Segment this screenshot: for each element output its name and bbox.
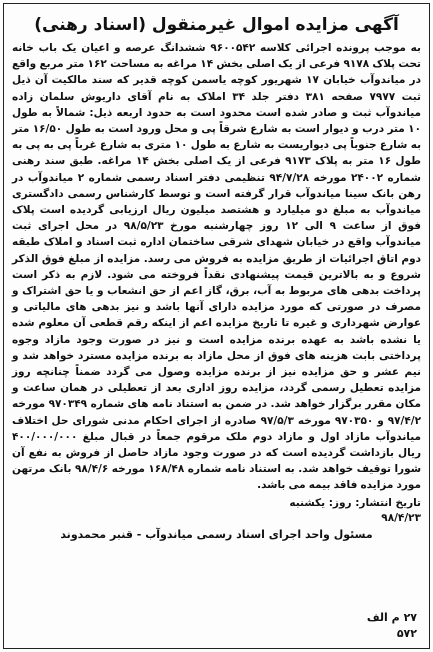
notice-codes	[367, 610, 417, 642]
office-signature: مسئول واحد اجرای اسناد رسمی میاندوآب - قنبر محمدوند	[60, 527, 373, 541]
publish-date: ۹۸/۴/۲۳	[381, 511, 421, 524]
publish-label: تاریخ انتشار: روز: یکشنبه	[289, 496, 421, 509]
notice-body: به موجب پرونده اجرائی کلاسه ۹۶۰۰۵۴۲ ششدانگ عرصه و اعیان یک باب خانه تحت پلاک ۹۱۷۸ فرعی از یک اصلی بخش ۱۴ مراغه به مساحت ۱۶۲ متر مربع واقع در میاندوآب خیابان ۱۷ شهریور کوچه یاسمن کوچه قدیر که سند مالکیت آن ذیل ثبت ۷۹۷۷ صفحه ۳۸۱ دفتر جلد ۳۴ املاک به نام آقای داریوش سلمان زاده میاندوآب ثبت و صادر شده است محدود است به حدود اربعه ذیل: شمالاً به طول ۱۰ متر درب و دیوار است به شارع شرقاً پی و محل ورود است به طول ۱۶/۵۰ متر به شارع جنوباً پی دیواریست به شارع به طول ۱۰ متری به شارع غرباً پی به پی به طول ۱۶ متر به پلاک ۹۱۷۳ فرعی از یک اصلی بخش ۱۴ مراغه. طبق سند رهنی شماره ۲۴۰۰۲ مورخه ۹۴/۷/۲۸ تنظیمی دفتر اسناد رسمی شماره ۲ میاندوآب در رهن بانک سینا میاندوآب قرار گرفته است و توسط کارشناس رسمی دادگستری میاندوآب به مبلغ دو میلیارد و هشتصد میلیون ریال ارزیابی گردیده است پلاک فوق از ساعت ۹ الی ۱۲ روز چهارشنبه مورخ ۹۸/۵/۲۳ در محل اجرای ثبت میاندوآب واقع در خیابان شهدای شرقی ساختمان اداره ثبت اسناد و املاک طبقه دوم اتاق اجرائیات از طریق مزایده به فروش می رسد. مزایده از مبلغ فوق الذکر شروع و به بالاترین قیمت پیشنهادی نقداً فروخته می شود. لازم به ذکر است پرداخت بدهی های مربوط به آب، برق، گاز اعم از حق انشعاب و یا حق اشتراک و مصرف در صورتی که مورد مزایده دارای آنها باشد و نیز بدهی های مالیاتی و عوارض شهرداری و غیره تا تاریخ مزایده اعم از اینکه رقم قطعی آن معلوم شده یا نشده باشد به عهده برنده مزایده است و نیز در صورت وجود مازاد وجوه پرداختی بابت هزینه های فوق از محل مازاد به برنده مزایده مسترد خواهد شد و نیم عشر و حق مزایده نیز از برنده مزایده وصول می گردد ضمناً چنانچه روز مزایده تعطیل رسمی گردد، مزایده روز اداری بعد از تعطیلی در همان ساعت و مکان مقرر برگزار خواهد شد. در ضمن به استناد نامه های شماره ۹۷۰۳۴۹ مورخه ۹۷/۴/۲ و ۹۷۰۳۵۰ مورخه ۹۷/۵/۳ صادره از اجرای احکام مدنی شورای حل اختلاف میاندوآب مازاد اول و مازاد دوم ملک مرقوم جمعاً در قبال مبلغ ۴۰۰/۰۰۰/۰۰۰ ریال بازداشت گردیده است که در صورت وجود مازاد حاصل از فروش به نفع آن شورا توقیف خواهد شد. به استناد نامه شماره ۱۶۸/۴۸ مورخه ۹۸/۴/۶ بانک مرتهن مورد مزایده فاقد بیمه می باشد.	[12, 42, 422, 492]
publish-info	[12, 496, 421, 526]
notice-title: آگهی مزایده اموال غیرمنقول (اسناد رهنی)	[34, 15, 399, 35]
notice-code-2: ۵۷۲	[396, 627, 417, 640]
notice-frame	[3, 3, 430, 649]
notice-code-1: ۲۷ م الف	[366, 611, 417, 624]
